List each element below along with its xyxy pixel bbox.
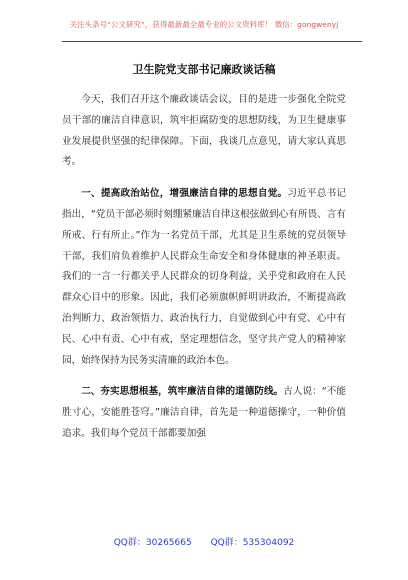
footer-qq-group-1: QQ群：30265665 [113, 538, 192, 548]
intro-paragraph: 今天，我们召开这个廉政谈话会议，目的是进一步强化全院党员干部的廉洁自律意识，筑牢拒腐防变的思想防线，为卫生健康事业发展提供坚强的纪律保障。下面，我谈几点意见，请大家认真思考。 [62, 94, 346, 168]
document-title: 卫生院党支部书记廉政谈话稿 [132, 63, 276, 76]
section-1-text: 习近平总书记指出，“党员干部必须时刻绷紧廉洁自律这根弦做到心有所畏、言有所戒、行有所止。”作为一名党员干部，尤其是卫生系统的党员领导干部，我们肩负着维护人民群众生命安全和身体健康的神圣职责。我们的一言一行都关乎人民群众的切身利益，关乎党和政府在人民群众心目中的形象。因此，我们必须旗帜鲜明讲政治，不断提高政治判断力、政治领悟力、政治执行力，自觉做到心中有党、心中有民、心中有责、心中有戒，坚定理想信念，坚守共产党人的精神家园，始终保持为民务实清廉的政治本色。 [62, 188, 347, 366]
footer-qq-group-2: QQ群：535304092 [210, 538, 295, 548]
section-2-text: 古人说：“不能胜寸心，安能胜苍穹。”廉洁自律，首先是一种道德操守，一种价值追求。我们每个党员干部都要加强 [62, 386, 346, 439]
section-2-paragraph [62, 382, 346, 444]
section-1-heading: 一、提高政治站位，增强廉洁自律的思想自觉。 [81, 188, 288, 200]
section-2-heading: 二、夯实思想根基，筑牢廉洁自律的道德防线。 [81, 386, 284, 398]
header-divider [62, 41, 362, 42]
document-body [62, 90, 346, 456]
footer-contact [0, 535, 408, 548]
section-1-paragraph [62, 184, 346, 371]
header-notice: 关注头条号“公文研究”，获得最新最全最专业的公文资料库！ 微信：gongwenyj [69, 20, 339, 29]
